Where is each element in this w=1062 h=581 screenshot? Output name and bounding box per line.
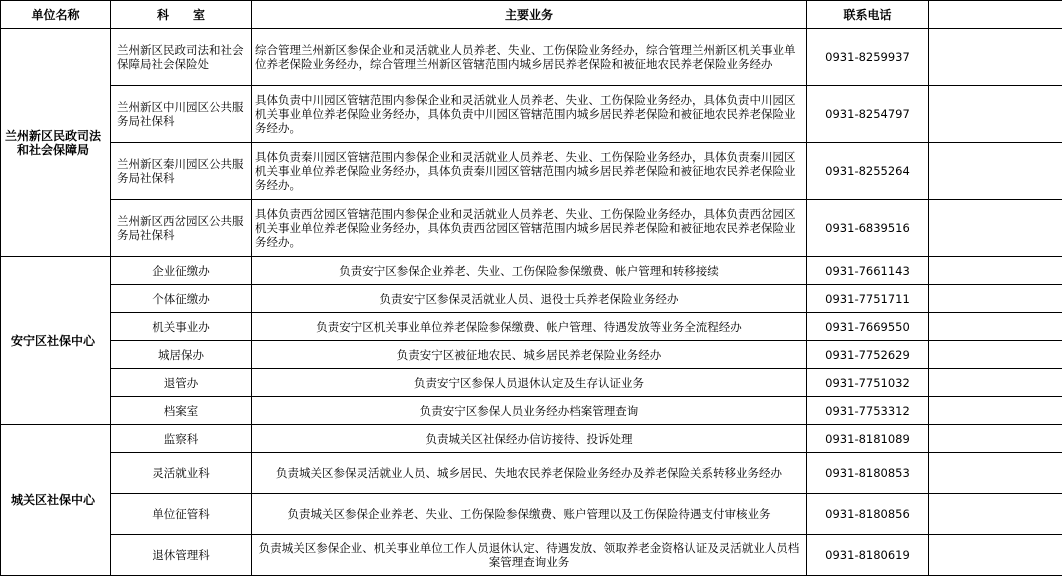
- blank-cell: [929, 313, 1062, 341]
- table-row: [1, 425, 1062, 453]
- table-row: [1, 200, 1062, 257]
- header-phone: 联系电话: [807, 1, 929, 29]
- phone-cell: 0931-7669550: [807, 313, 929, 341]
- header-extra: [929, 1, 1062, 29]
- blank-cell: [929, 86, 1062, 143]
- phone-cell: 0931-7751032: [807, 369, 929, 397]
- business-cell: 具体负责中川园区管辖范围内参保企业和灵活就业人员养老、失业、工伤保险业务经办，具体负责中川园区机关事业单位养老保险业务经办，具体负责中川园区管辖范围内城乡居民养老保险和被征地农民养老保险业务经办。: [252, 86, 807, 143]
- business-cell: 负责安宁区参保企业养老、失业、工伤保险参保缴费、帐户管理和转移接续: [252, 257, 807, 285]
- dept-cell: 城居保办: [111, 341, 252, 369]
- table-row: [1, 341, 1062, 369]
- blank-cell: [929, 29, 1062, 86]
- dept-cell: 退休管理科: [111, 535, 252, 576]
- unit-name: 安宁区社保中心: [1, 257, 111, 425]
- business-cell: 负责安宁区参保灵活就业人员、退役士兵养老保险业务经办: [252, 285, 807, 313]
- blank-cell: [929, 453, 1062, 494]
- blank-cell: [929, 257, 1062, 285]
- phone-cell: 0931-8180853: [807, 453, 929, 494]
- business-cell: 具体负责西岔园区管辖范围内参保企业和灵活就业人员养老、失业、工伤保险业务经办，具体负责西岔园区机关事业单位养老保险业务经办，具体负责西岔园区管辖范围内城乡居民养老保险和被征地农民养老保险业务经办。: [252, 200, 807, 257]
- dept-cell: 企业征缴办: [111, 257, 252, 285]
- phone-cell: 0931-8180856: [807, 494, 929, 535]
- header-unit: 单位名称: [1, 1, 111, 29]
- phone-cell: 0931-8254797: [807, 86, 929, 143]
- table-row: [1, 535, 1062, 576]
- dept-cell: 灵活就业科: [111, 453, 252, 494]
- business-cell: 负责城关区参保企业养老、失业、工伤保险参保缴费、账户管理以及工伤保险待遇支付审核业务: [252, 494, 807, 535]
- business-cell: 负责安宁区被征地农民、城乡居民养老保险业务经办: [252, 341, 807, 369]
- header-dept: 科 室: [111, 1, 252, 29]
- business-cell: 具体负责秦川园区管辖范围内参保企业和灵活就业人员养老、失业、工伤保险业务经办，具体负责秦川园区机关事业单位养老保险业务经办，具体负责秦川园区管辖范围内城乡居民养老保险和被征地农民养老保险业务经办。: [252, 143, 807, 200]
- table-row: [1, 369, 1062, 397]
- table-row: [1, 397, 1062, 425]
- table-row: [1, 453, 1062, 494]
- blank-cell: [929, 285, 1062, 313]
- dept-cell: 兰州新区西岔园区公共服务局社保科: [111, 200, 252, 257]
- dept-cell: 退管办: [111, 369, 252, 397]
- business-cell: 综合管理兰州新区参保企业和灵活就业人员养老、失业、工伤保险业务经办，综合管理兰州新区机关事业单位养老保险业务经办，综合管理兰州新区管辖范围内城乡居民养老保险和被征地农民养老保险业务经办: [252, 29, 807, 86]
- phone-cell: 0931-7661143: [807, 257, 929, 285]
- dept-cell: 兰州新区秦川园区公共服务局社保科: [111, 143, 252, 200]
- blank-cell: [929, 494, 1062, 535]
- blank-cell: [929, 143, 1062, 200]
- phone-cell: 0931-7752629: [807, 341, 929, 369]
- business-cell: 负责安宁区参保人员业务经办档案管理查询: [252, 397, 807, 425]
- business-cell: 负责安宁区参保人员退休认定及生存认证业务: [252, 369, 807, 397]
- blank-cell: [929, 425, 1062, 453]
- unit-name: 兰州新区民政司法和社会保障局: [1, 29, 111, 257]
- phone-cell: 0931-8181089: [807, 425, 929, 453]
- table-row: [1, 86, 1062, 143]
- dept-cell: 单位征管科: [111, 494, 252, 535]
- blank-cell: [929, 535, 1062, 576]
- blank-cell: [929, 397, 1062, 425]
- dept-cell: 兰州新区中川园区公共服务局社保科: [111, 86, 252, 143]
- dept-cell: 档案室: [111, 397, 252, 425]
- header-business: 主要业务: [252, 1, 807, 29]
- table-row: [1, 285, 1062, 313]
- phone-cell: 0931-6839516: [807, 200, 929, 257]
- dept-cell: 机关事业办: [111, 313, 252, 341]
- blank-cell: [929, 200, 1062, 257]
- blank-cell: [929, 341, 1062, 369]
- blank-cell: [929, 369, 1062, 397]
- dept-cell: 个体征缴办: [111, 285, 252, 313]
- phone-cell: 0931-8255264: [807, 143, 929, 200]
- table-row: [1, 313, 1062, 341]
- header-row: [1, 1, 1062, 29]
- business-cell: 负责城关区社保经办信访接待、投诉处理: [252, 425, 807, 453]
- table-row: [1, 494, 1062, 535]
- business-cell: 负责安宁区机关事业单位养老保险参保缴费、帐户管理、待遇发放等业务全流程经办: [252, 313, 807, 341]
- dept-cell: 监察科: [111, 425, 252, 453]
- phone-cell: 0931-7751711: [807, 285, 929, 313]
- dept-cell: 兰州新区民政司法和社会保障局社会保险处: [111, 29, 252, 86]
- phone-cell: 0931-7753312: [807, 397, 929, 425]
- unit-name: 城关区社保中心: [1, 425, 111, 576]
- table-row: [1, 143, 1062, 200]
- phone-cell: 0931-8180619: [807, 535, 929, 576]
- phone-cell: 0931-8259937: [807, 29, 929, 86]
- business-cell: 负责城关区参保灵活就业人员、城乡居民、失地农民养老保险业务经办及养老保险关系转移业务经办: [252, 453, 807, 494]
- table-row: [1, 257, 1062, 285]
- table-row: [1, 29, 1062, 86]
- business-cell: 负责城关区参保企业、机关事业单位工作人员退休认定、待遇发放、领取养老金资格认证及灵活就业人员档案管理查询业务: [252, 535, 807, 576]
